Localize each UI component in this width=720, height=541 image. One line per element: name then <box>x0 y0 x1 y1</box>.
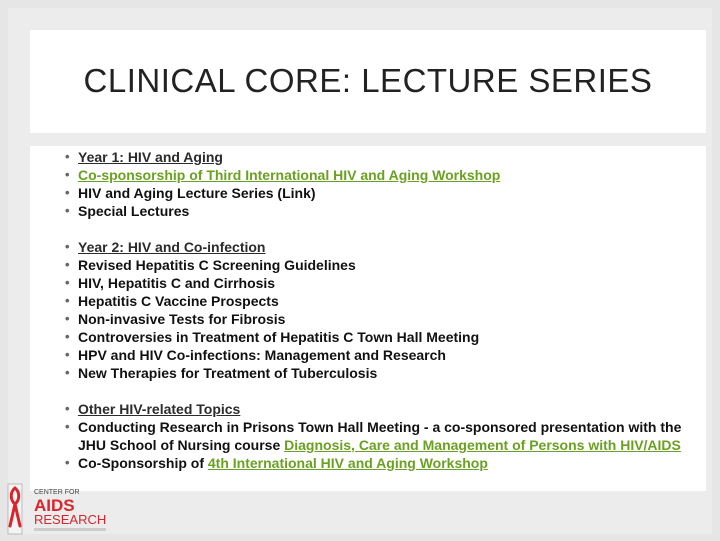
list-item[interactable] <box>30 400 706 418</box>
bullet-icon: • <box>65 347 70 362</box>
bullet-icon: • <box>65 329 70 344</box>
list-item-text: Hepatitis C Vaccine Prospects <box>78 293 279 309</box>
list-item <box>30 364 479 382</box>
list-item <box>30 346 479 364</box>
list-item-text: Revised Hepatitis C Screening Guidelines <box>78 257 356 273</box>
list-item-text: New Therapies for Treatment of Tuberculosis <box>78 365 378 381</box>
list-item <box>30 292 479 310</box>
list-item <box>30 274 479 292</box>
list-item <box>30 328 479 346</box>
bullet-icon: • <box>65 401 70 416</box>
list-item-text: HIV, Hepatitis C and Cirrhosis <box>78 275 276 291</box>
bullet-icon: • <box>65 455 70 470</box>
bullet-icon: • <box>65 239 70 254</box>
diagnosis-course-link[interactable]: Diagnosis, Care and Management of Persons with HIV/AIDS <box>284 437 681 453</box>
list-item[interactable] <box>30 238 479 256</box>
prisons-meeting-text: Conducting Research in Prisons Town Hall Meeting - a co-sponsored presentation with the JHU School of Nursing course <box>78 419 682 453</box>
bullet-icon: • <box>65 203 70 218</box>
bullet-icon: • <box>65 149 70 164</box>
list-item-link[interactable]: Year 2: HIV and Co-infection <box>78 239 266 255</box>
list-item <box>30 184 500 202</box>
bullet-list-other <box>30 400 706 472</box>
list-item-text: HIV and Aging Lecture Series (Link) <box>78 185 316 201</box>
list-item-text: HPV and HIV Co-infections: Management and Research <box>78 347 446 363</box>
bullet-icon: • <box>65 419 70 434</box>
list-item-text: Special Lectures <box>78 203 190 219</box>
logo-line1: CENTER FOR <box>34 489 80 496</box>
logo-line3: RESEARCH <box>34 512 107 527</box>
bullet-icon: • <box>65 275 70 290</box>
list-item[interactable] <box>30 148 500 166</box>
bullet-list-year1 <box>30 148 500 220</box>
slide-title: CLINICAL CORE: LECTURE SERIES <box>83 62 653 99</box>
bullet-icon: • <box>65 257 70 272</box>
other-topics-link[interactable]: Other HIV-related Topics <box>78 401 241 417</box>
cosponsorship-text: Co-Sponsorship of <box>78 455 208 471</box>
logo-line2: AIDS <box>34 496 75 515</box>
bullet-icon: • <box>65 185 70 200</box>
bullet-list-year2 <box>30 238 479 382</box>
title-box <box>30 30 706 133</box>
list-item[interactable] <box>30 166 500 184</box>
list-item <box>30 310 479 328</box>
list-item <box>30 418 706 454</box>
cfar-logo <box>6 482 110 536</box>
slide <box>8 8 712 534</box>
list-item <box>30 454 706 472</box>
list-item <box>30 202 500 220</box>
content-box <box>30 146 706 491</box>
list-item-text: Non-invasive Tests for Fibrosis <box>78 311 286 327</box>
bullet-icon: • <box>65 365 70 380</box>
list-item <box>30 256 479 274</box>
list-item-text: Controversies in Treatment of Hepatitis C Town Hall Meeting <box>78 329 480 345</box>
list-item-link[interactable]: Co-sponsorship of Third International HIV and Aging Workshop <box>78 167 501 183</box>
bullet-icon: • <box>65 311 70 326</box>
bullet-icon: • <box>65 293 70 308</box>
list-item-link[interactable]: Year 1: HIV and Aging <box>78 149 223 165</box>
bullet-icon: • <box>65 167 70 182</box>
fourth-workshop-link[interactable]: 4th International HIV and Aging Workshop <box>207 455 488 471</box>
